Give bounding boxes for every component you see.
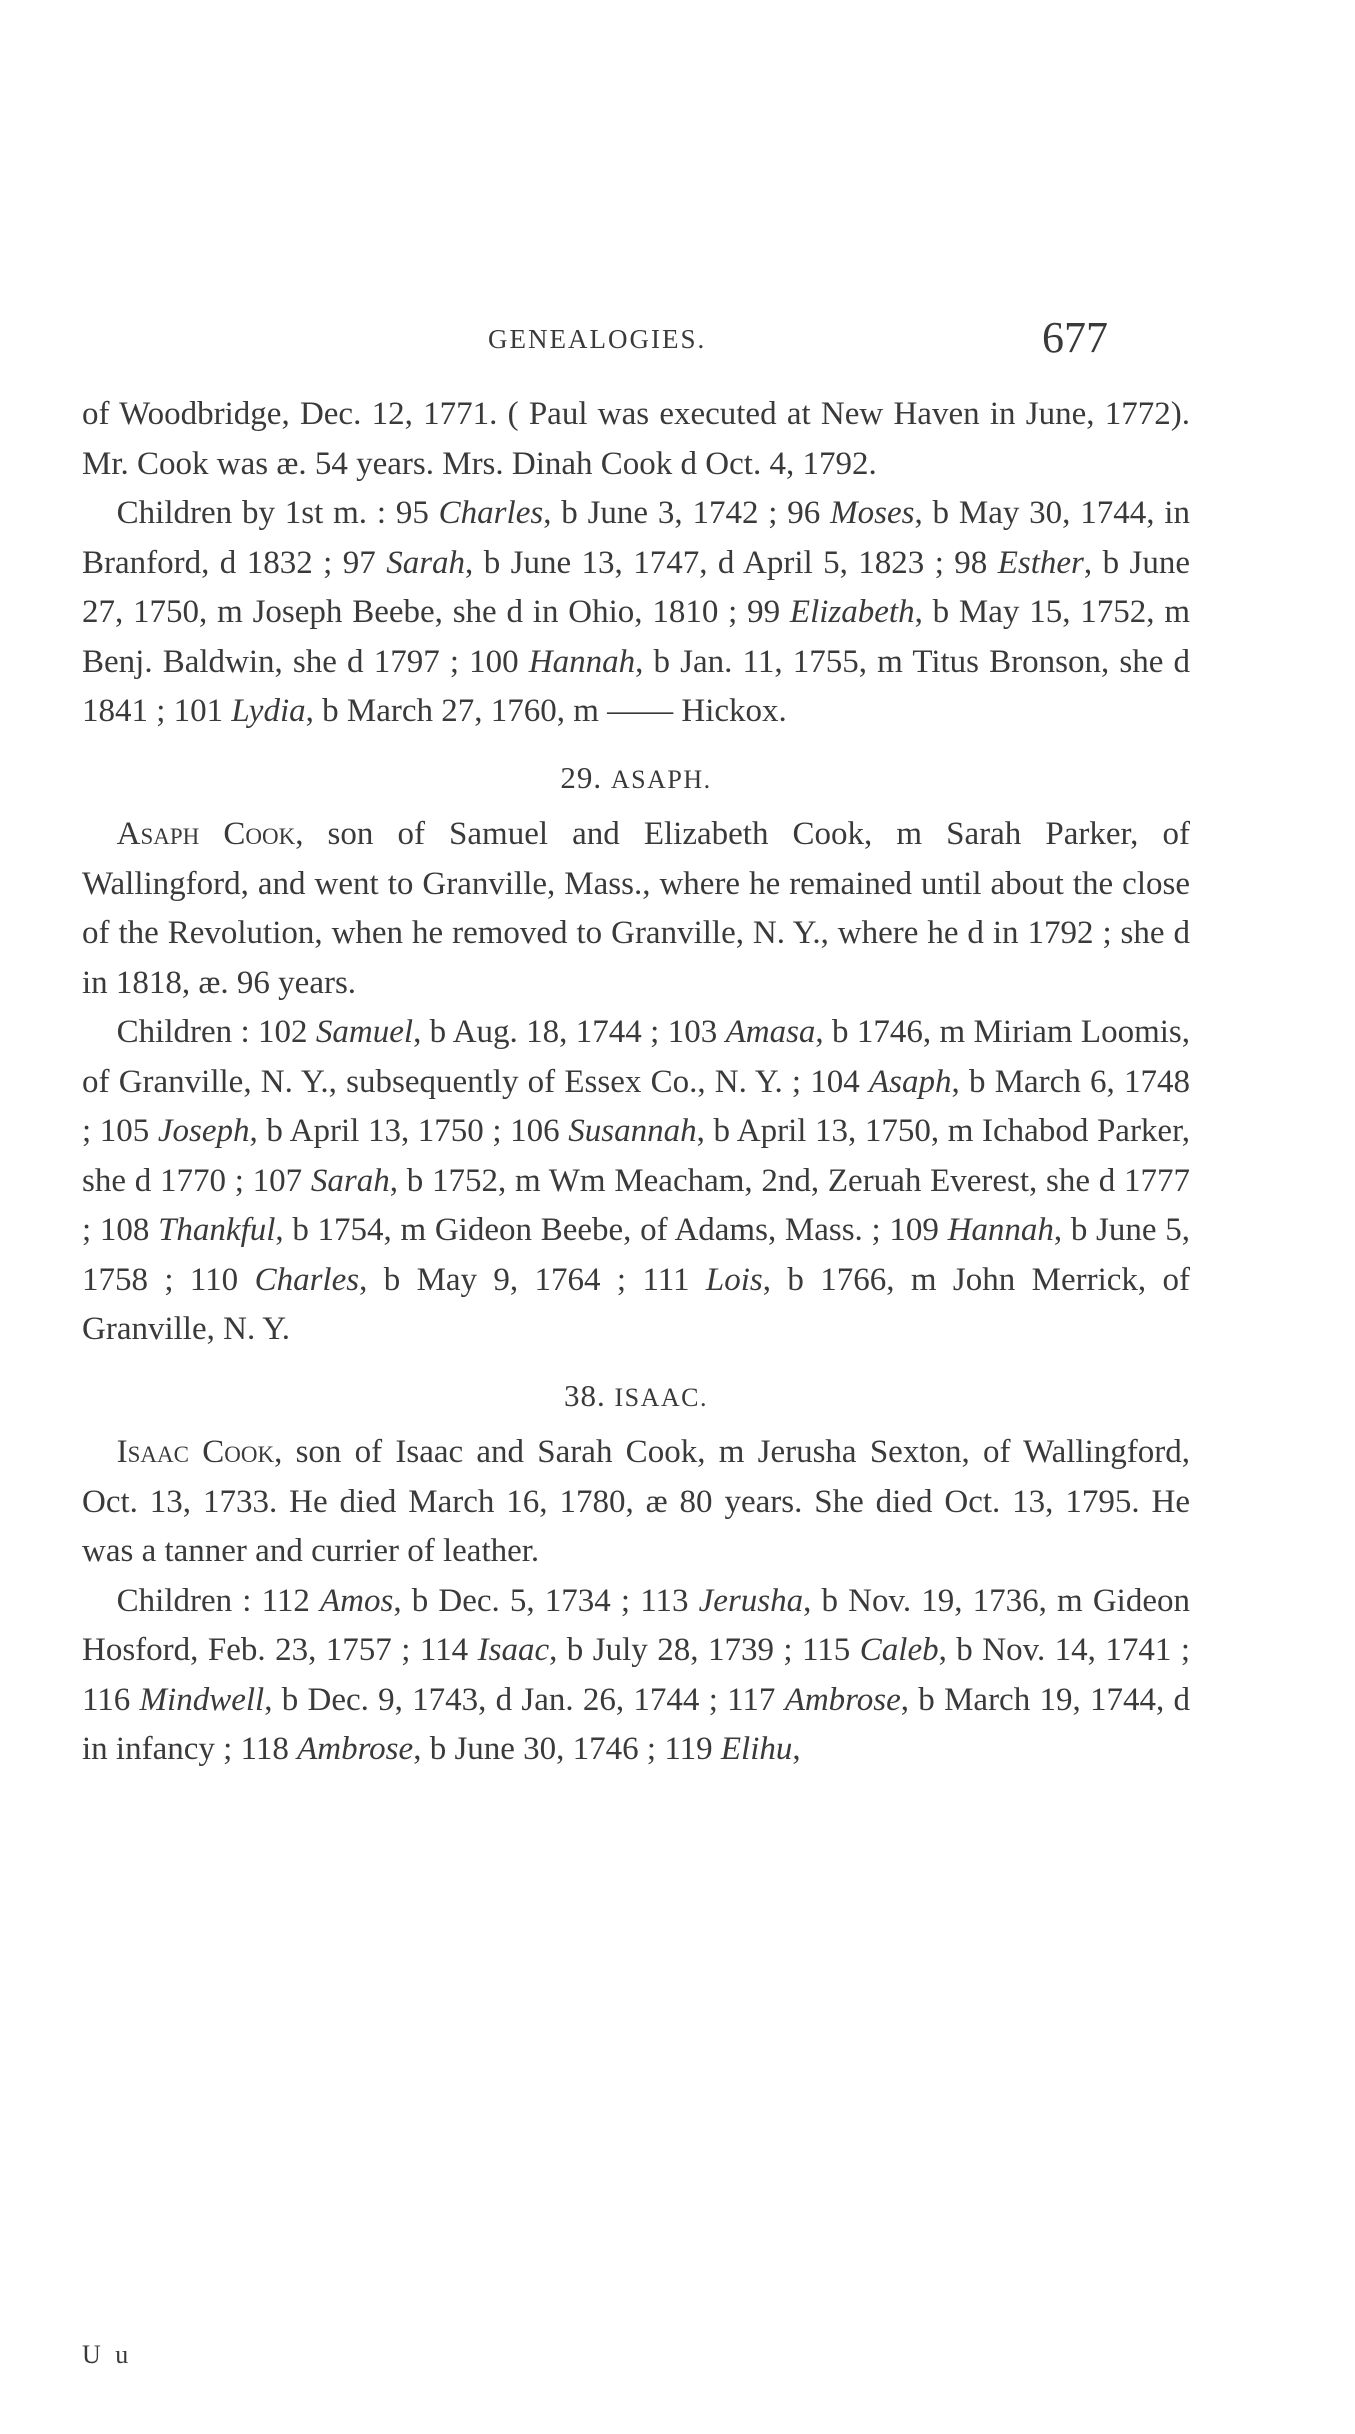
child-name: Lois xyxy=(705,1261,763,1298)
text-run: , b 1746, m Miriam Loomis, of Granville, N. Y., subsequently of Essex Co., N. Y. ; 104 xyxy=(82,1014,1190,1100)
paragraph-asaph-children xyxy=(82,1008,1190,1355)
child-name: Asaph xyxy=(869,1063,952,1100)
text-run: , b May 15, 1752, m Benj. Baldwin, she d 1797 ; 100 xyxy=(82,594,1190,680)
child-name: Thankful xyxy=(158,1212,276,1248)
child-name: Moses xyxy=(830,495,915,531)
child-name: Mindwell xyxy=(139,1681,265,1718)
text-run: , b June 13, 1747, d April 5, 1823 ; 98 xyxy=(465,544,998,581)
text-run: , b Nov. 14, 1741 ; 116 xyxy=(82,1632,1190,1718)
child-name: Esther xyxy=(997,544,1084,581)
text-run: , b July 28, 1739 ; 115 xyxy=(549,1632,860,1668)
text-run: Children by 1st m. : 95 xyxy=(116,495,439,531)
section-heading-asaph xyxy=(82,753,1190,805)
child-name: Hannah xyxy=(528,643,636,680)
page-number: 677 xyxy=(1042,313,1108,362)
child-name: Amos xyxy=(320,1582,394,1619)
signature-mark: U u xyxy=(82,2340,133,2369)
child-name: Susannah xyxy=(568,1113,697,1149)
child-name: Joseph xyxy=(157,1113,250,1149)
text-run: , b Dec. 5, 1734 ; 113 xyxy=(393,1582,699,1619)
section-heading-isaac xyxy=(82,1371,1190,1423)
text-run: , b June 27, 1750, m Joseph Beebe, she d in Ohio, 1810 ; 99 xyxy=(82,544,1190,630)
text-run: , b March 27, 1760, m —— Hickox. xyxy=(305,693,787,729)
paragraph-isaac-cook xyxy=(82,1428,1190,1577)
paragraph-asaph-cook xyxy=(82,810,1190,1008)
section-label: ASAPH. xyxy=(610,764,712,794)
child-name: Hannah xyxy=(947,1212,1054,1248)
text-run: , b May 30, 1744, in Branford, d 1832 ; 97 xyxy=(82,495,1190,581)
person-name: Isaac Cook xyxy=(116,1434,275,1470)
child-name: Amasa xyxy=(725,1014,816,1050)
child-name: Charles xyxy=(254,1261,360,1298)
text-run: , b Nov. 19, 1736, m Gideon Hosford, Feb. 23, 1757 ; 114 xyxy=(82,1582,1190,1668)
child-name: Jerusha xyxy=(698,1582,804,1619)
text-run: , b April 13, 1750 ; 106 xyxy=(249,1113,569,1149)
child-name: Elihu xyxy=(720,1731,793,1767)
text-run: Children : 112 xyxy=(116,1582,320,1619)
child-name: Charles xyxy=(438,495,544,531)
text-run: , b March 19, 1744, d in infancy ; 118 xyxy=(82,1681,1190,1767)
section-number: 29. xyxy=(560,759,603,795)
paragraph-text: of Woodbridge, Dec. 12, 1771. ( Paul was executed at New Haven in June, 1772). Mr. Cook was æ. 54 years. Mrs. Dinah Cook d Oct. 4, 1792. xyxy=(82,396,1190,482)
text-run: , xyxy=(792,1731,801,1767)
text-run: , b Aug. 18, 1744 ; 103 xyxy=(413,1014,726,1050)
child-name: Elizabeth xyxy=(789,594,915,630)
child-name: Ambrose xyxy=(784,1681,901,1718)
page-body xyxy=(82,390,1190,1775)
paragraph-cook-continuation xyxy=(82,390,1190,489)
text-run: , b May 9, 1764 ; 111 xyxy=(359,1261,706,1298)
running-head: GENEALOGIES. xyxy=(488,324,707,354)
paragraph-isaac-children xyxy=(82,1577,1190,1775)
child-name: Sarah xyxy=(386,544,466,581)
text-run: , b June 30, 1746 ; 119 xyxy=(413,1731,721,1767)
child-name: Sarah xyxy=(310,1162,390,1199)
section-number: 38. xyxy=(563,1377,606,1413)
text-run: , b 1752, m Wm Meacham, 2nd, Zeruah Everest, she d 1777 ; 108 xyxy=(82,1162,1190,1248)
section-label: ISAAC. xyxy=(614,1382,708,1412)
child-name: Lydia xyxy=(231,693,306,729)
child-name: Ambrose xyxy=(297,1731,414,1767)
child-name: Caleb xyxy=(859,1632,939,1668)
text-run: , b Jan. 11, 1755, m Titus Bronson, she d 1841 ; 101 xyxy=(82,643,1190,729)
text-run: , b 1766, m John Merrick, of Granville, N. Y. xyxy=(82,1261,1190,1347)
text-run: , b June 5, 1758 ; 110 xyxy=(82,1212,1190,1298)
page-header xyxy=(0,313,1355,378)
text-run: , b March 6, 1748 ; 105 xyxy=(82,1063,1190,1149)
text-run: , b June 3, 1742 ; 96 xyxy=(543,495,831,531)
person-name: Asaph Cook xyxy=(116,816,296,852)
text-run: , b April 13, 1750, m Ichabod Parker, she d 1770 ; 107 xyxy=(82,1113,1190,1199)
text-run: , son of Isaac and Sarah Cook, m Jerusha Sexton, of Wallingford, Oct. 13, 1733. He died March 16, 1780, æ 80 years. She died Oct. 13, 1795. He was a tanner and currier of leather. xyxy=(82,1434,1191,1569)
child-name: Isaac xyxy=(477,1632,550,1668)
text-run: , b Dec. 9, 1743, d Jan. 26, 1744 ; 117 xyxy=(264,1681,785,1718)
text-run: , b 1754, m Gideon Beebe, of Adams, Mass. ; 109 xyxy=(275,1212,948,1248)
text-run: , son of Samuel and Elizabeth Cook, m Sarah Parker, of Wallingford, and went to Granville, Mass., where he remained until about the close of the Revolution, when he removed to Granville, N. Y., where he d in 1792 ; she d in 1818, æ. 96 years. xyxy=(82,816,1190,1001)
paragraph-children-first-marriage xyxy=(82,489,1190,737)
child-name: Samuel xyxy=(315,1014,414,1050)
text-run: Children : 102 xyxy=(116,1014,316,1050)
